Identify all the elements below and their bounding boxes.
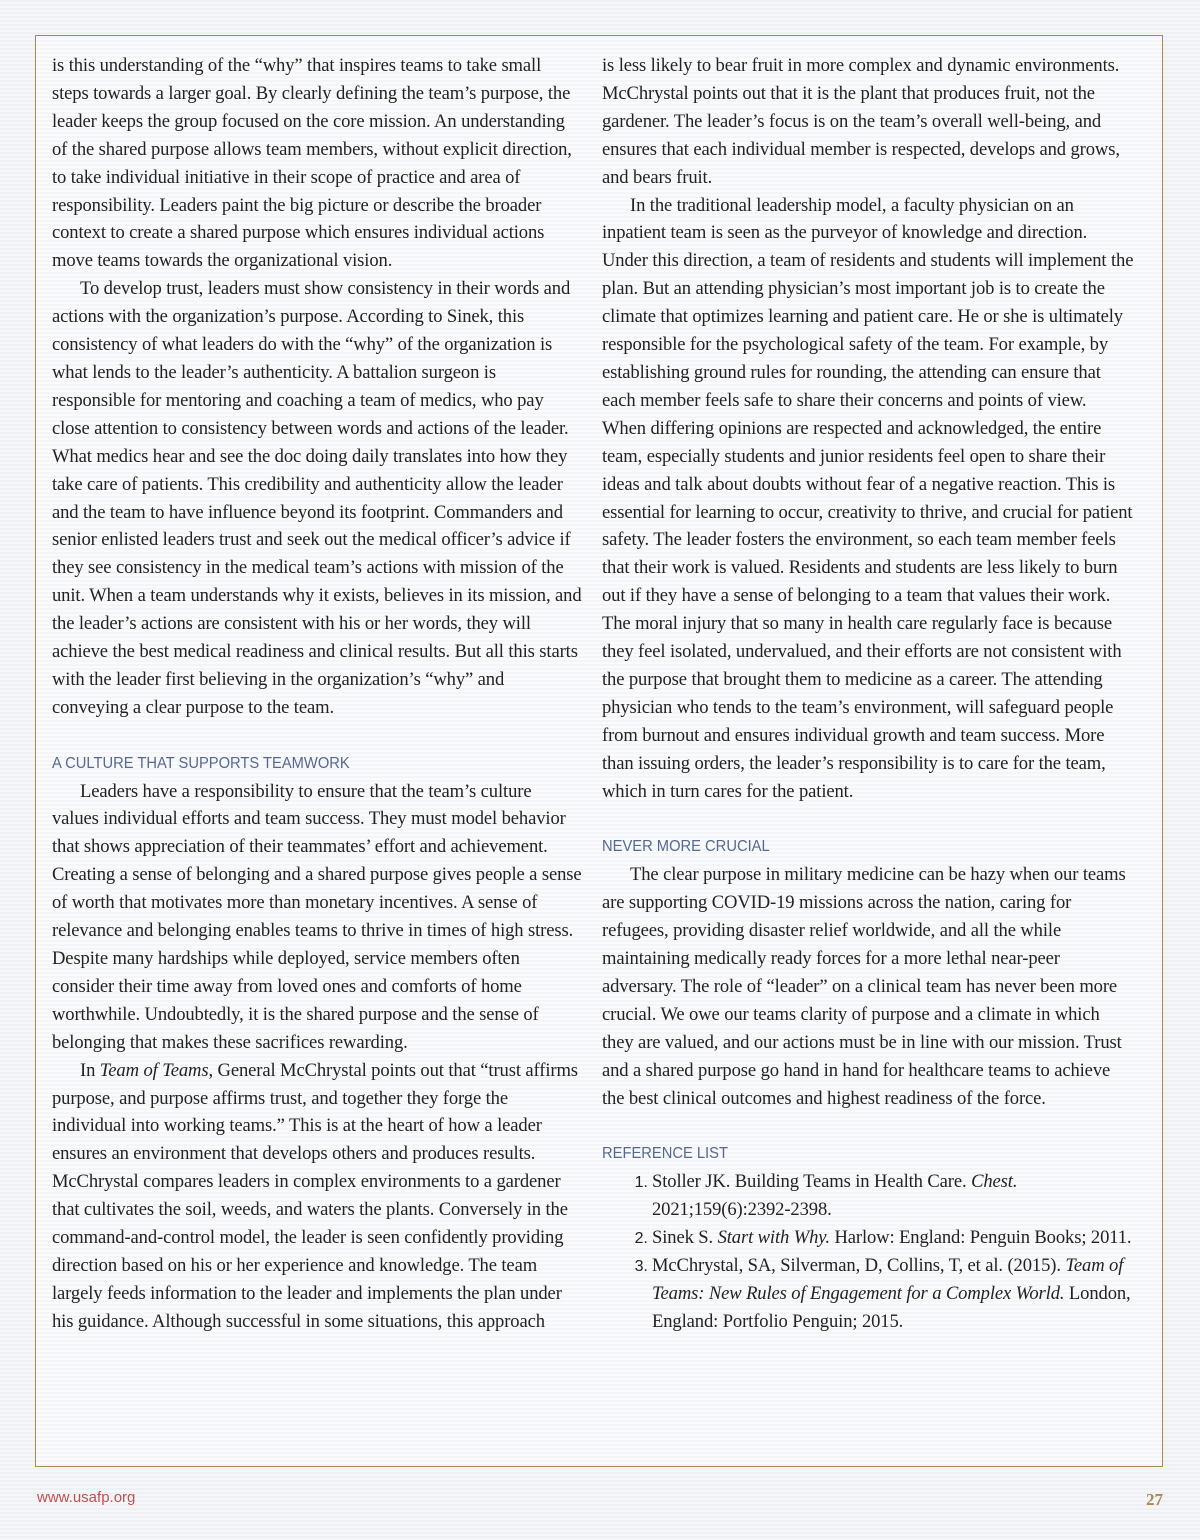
reference-title: Team of Teams: New Rules of Engagement for a Complex World. — [652, 1254, 1124, 1304]
text-run: McChrystal, SA, Silverman, D, Collins, T, et al. (2015). — [652, 1254, 1066, 1276]
text-run: Sinek S. — [652, 1227, 718, 1249]
paragraph: is this understanding of the “why” that inspires teams to take small steps towards a larger goal. By clearly defining the team’s purpose, the leader keeps the group focused on the core mission. An understanding of the shared purpose allows team members, without explicit direction, to take individual initiative in their scope of practice and area of responsibility. Leaders paint the big picture or describe the broader context to create a shared purpose which ensures individual actions move teams towards the organizational vision. — [52, 55, 572, 272]
reference-title: Chest. — [971, 1171, 1018, 1193]
reference-item — [652, 1252, 1134, 1336]
text-run: In — [80, 1059, 100, 1081]
reference-list — [602, 1168, 1134, 1335]
right-column — [602, 52, 1134, 1336]
paragraph: is less likely to bear fruit in more complex and dynamic environments. McChrystal points out that it is the plant that produces fruit, not the gardener. The leader’s focus is on the team’s overall well-being, and ensures that each individual member is respected, develops and grows, and bears fruit. — [602, 55, 1120, 188]
left-column — [52, 52, 582, 1336]
paragraph: In the traditional leadership model, a faculty physician on an inpatient team is seen as the purveyor of knowledge and direction. Under this direction, a team of residents and students will implement the plan. But an attending physician’s most important job is to create the climate that optimizes learning and patient care. He or she is ultimately responsible for the psychological safety of the team. For example, by establishing ground rules for rounding, the attending can ensure that each member feels safe to share their concerns and points of view. When differing opinions are respected and acknowledged, the entire team, especially students and junior residents feel open to share their ideas and talk about doubts without fear of a negative reaction. This is essential for learning to occur, creativity to thrive, and crucial for patient safety. The leader fosters the environment, so each team member feels that their work is valued. Residents and students are less likely to burn out if they have a sense of belonging to a team that values their work. The moral injury that so many in health care regularly face is because they feel isolated, undervalued, and their efforts are not consistent with the purpose that brought them to medicine as a career. The attending physician who tends to the team’s environment, will safeguard people from burnout and ensures individual growth and team success. More than issuing orders, the leader’s responsibility is to care for the team, which in turn cares for the patient. — [602, 194, 1134, 802]
reference-item — [652, 1224, 1134, 1252]
book-title: Team of Teams — [99, 1059, 209, 1081]
paragraph: The clear purpose in military medicine can be hazy when our teams are supporting COVID-19 missions across the nation, caring for refugees, providing disaster relief worldwide, and all the while maintaining medically ready forces for a more lethal near-peer adversary. The role of “leader” on a clinical team has never been more crucial. We owe our teams clarity of purpose and a climate in which they are valued, and our actions must be in line with our mission. Trust and a shared purpose go hand in hand for healthcare teams to achieve the best clinical outcomes and highest readiness of the force. — [602, 864, 1126, 1109]
text-run: 2021;159(6):2392-2398. — [652, 1199, 832, 1221]
reference-item — [652, 1168, 1134, 1224]
section-heading: REFERENCE LIST — [602, 1145, 728, 1163]
section-heading: NEVER MORE CRUCIAL — [602, 838, 770, 856]
footer-url-link[interactable]: www.usafp.org — [37, 1489, 136, 1506]
paragraph: Leaders have a responsibility to ensure that the team’s culture values individual efforts and team success. They must model behavior that shows appreciation of their teammates’ effort and achievement. Creating a sense of belonging and a shared purpose gives people a sense of worth that motivates more than monetary incentives. A sense of relevance and belonging enables teams to thrive in times of high stress. Despite many hardships while deployed, service members often consider their time away from loved ones and comforts of home worthwhile. Undoubtedly, it is the shared purpose and the sense of belonging that makes these sacrifices rewarding. — [52, 780, 582, 1053]
text-run: Harlow: England: Penguin Books; 2011. — [829, 1227, 1132, 1249]
page-number: 27 — [1146, 1490, 1163, 1509]
reference-title: Start with Why. — [717, 1227, 830, 1249]
text-run: Stoller JK. Building Teams in Health Care. — [652, 1171, 972, 1193]
paragraph — [52, 1057, 582, 1336]
text-run: , General McChrystal points out that “trust affirms purpose, and purpose affirms trust, and together they forge the individual into working teams.” This is at the heart of how a leader ensures an environment that develops others and produces results. McChrystal compares leaders in complex environments to a gardener that cultivates the soil, weeds, and waters the plants. Conversely in the command-and-control model, the leader is seen confidently providing direction based on his or her experience and knowledge. The team largely feeds information to the leader and implements the plan under his guidance. Although successful in some situations, this approach — [52, 1059, 578, 1332]
paragraph: To develop trust, leaders must show consistency in their words and actions with the organization’s purpose. According to Sinek, this consistency of what leaders do with the “why” of the organization is what lends to the leader’s authenticity. A battalion surgeon is responsible for mentoring and coaching a team of medics, who pay close attention to consistency between words and actions of the leader. What medics hear and see the doc doing daily translates into how they take care of patients. This credibility and authenticity allow the leader and the team to have influence beyond its footprint. Commanders and senior enlisted leaders trust and seek out the medical officer’s advice if they see consistency in the medical team’s actions with mission of the unit. When a team understands why it exists, believes in its mission, and the leader’s actions are consistent with his or her words, they will achieve the best medical readiness and clinical results. But all this starts with the leader first believing in the organization’s “why” and conveying a clear purpose to the team. — [52, 278, 582, 718]
section-heading: A CULTURE THAT SUPPORTS TEAMWORK — [52, 754, 350, 772]
text-run: London, England: Portfolio Penguin; 2015. — [652, 1282, 1131, 1332]
